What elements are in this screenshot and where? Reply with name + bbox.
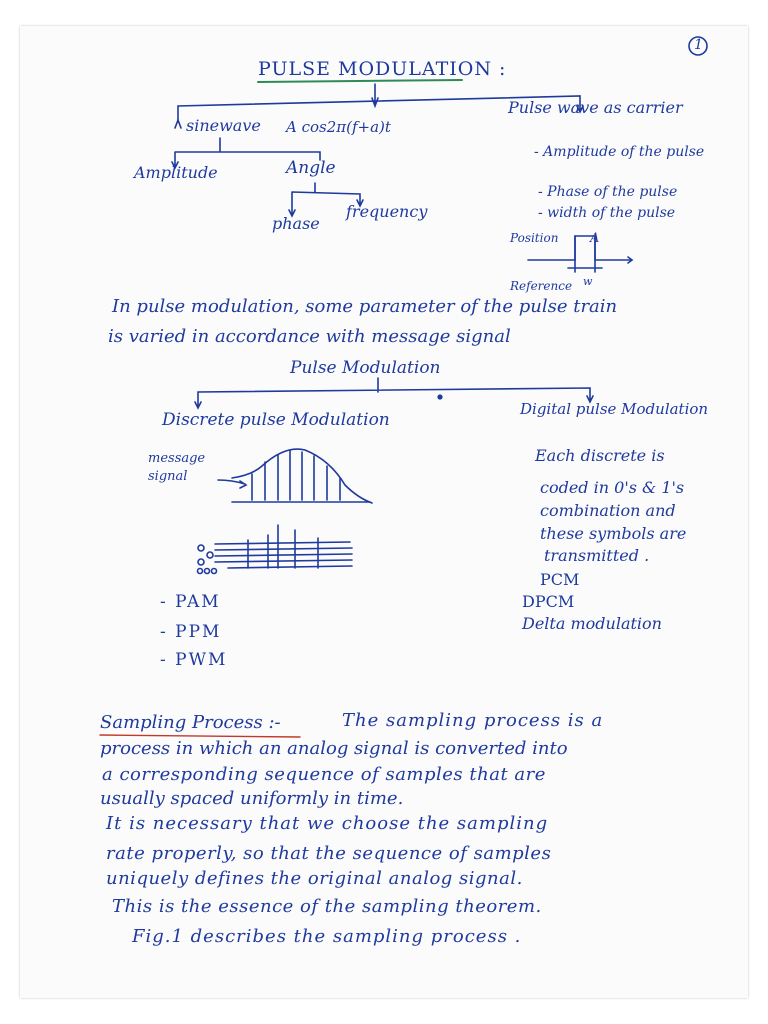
- sampling-heading-underline: [100, 735, 300, 737]
- frequency-label: frequency: [346, 202, 428, 221]
- pulse-param-amplitude: - Amplitude of the pulse: [534, 144, 705, 160]
- discrete-heading: Discrete pulse Modulation: [162, 410, 390, 430]
- discrete-item-pwm: - PWM: [160, 650, 228, 670]
- sampling-line-6: rate properly, so that the sequence of samples: [106, 843, 552, 864]
- digital-desc-line-1: Each discrete is: [535, 446, 665, 465]
- message-signal-text: message signal: [148, 451, 206, 484]
- amplitude-label: Amplitude: [134, 163, 218, 182]
- digital-desc-line-3: combination and: [540, 501, 676, 520]
- sampling-line-2: process in which an analog signal is converted into: [100, 738, 568, 759]
- pulse-carrier-text: Pulse wave as carrier: [508, 98, 683, 117]
- discrete-item-ppm: - PPM: [160, 622, 222, 642]
- angle-label: Angle: [286, 158, 336, 178]
- sampling-line-4: usually spaced uniformly in time.: [100, 788, 404, 809]
- digital-desc-line-2: coded in 0's & 1's: [540, 478, 685, 497]
- digital-heading: Digital pulse Modulation: [520, 400, 709, 418]
- digital-desc-line-4: these symbols are: [540, 524, 687, 543]
- pulse-position-label: Position: [510, 231, 559, 245]
- discrete-item-pam: - PAM: [160, 592, 221, 612]
- digital-desc-line-5: transmitted .: [544, 546, 650, 565]
- digital-item-pcm: PCM: [540, 570, 580, 589]
- sampling-line-3: a corresponding sequence of samples that are: [102, 764, 546, 785]
- digital-item-dpcm: DPCM: [522, 592, 575, 611]
- sampling-heading: Sampling Process :-: [100, 712, 281, 733]
- sample-lines: [232, 450, 370, 502]
- sampling-line-9: Fig.1 describes the sampling process .: [132, 926, 522, 947]
- pulse-w-label: w: [583, 275, 593, 288]
- intro-line-1: In pulse modulation, some parameter of the pulse train: [112, 296, 618, 317]
- phase-label: phase: [272, 214, 320, 233]
- sampling-line-5: It is necessary that we choose the sampling: [106, 813, 549, 834]
- page-number: 1: [694, 37, 703, 53]
- pulse-carrier-label: [508, 98, 708, 118]
- pulse-reference-label: Reference: [510, 279, 573, 293]
- digital-item-delta: Delta modulation: [522, 614, 662, 633]
- page-title: PULSE MODULATION :: [258, 58, 507, 80]
- sampling-line-8: This is the essence of the sampling theorem.: [112, 896, 542, 917]
- title-arrow: [372, 84, 378, 106]
- sampled-pulse-lines: [198, 525, 353, 574]
- sampling-line-1: The sampling process is a: [342, 710, 604, 731]
- sinewave-label: sinewave: [186, 116, 261, 135]
- pulse-param-phase: - Phase of the pulse: [538, 184, 678, 200]
- pulse-a-label: A: [590, 231, 600, 246]
- sampling-line-7: uniquely defines the original analog signal.: [106, 868, 523, 889]
- title-underline: [258, 80, 462, 82]
- message-signal-label: [148, 450, 228, 486]
- pm-heading: Pulse Modulation: [290, 358, 441, 378]
- sine-formula: A cos2π(f+a)t: [286, 118, 391, 136]
- pulse-param-width: - width of the pulse: [538, 205, 676, 221]
- intro-line-2: is varied in accordance with message signal: [108, 326, 511, 347]
